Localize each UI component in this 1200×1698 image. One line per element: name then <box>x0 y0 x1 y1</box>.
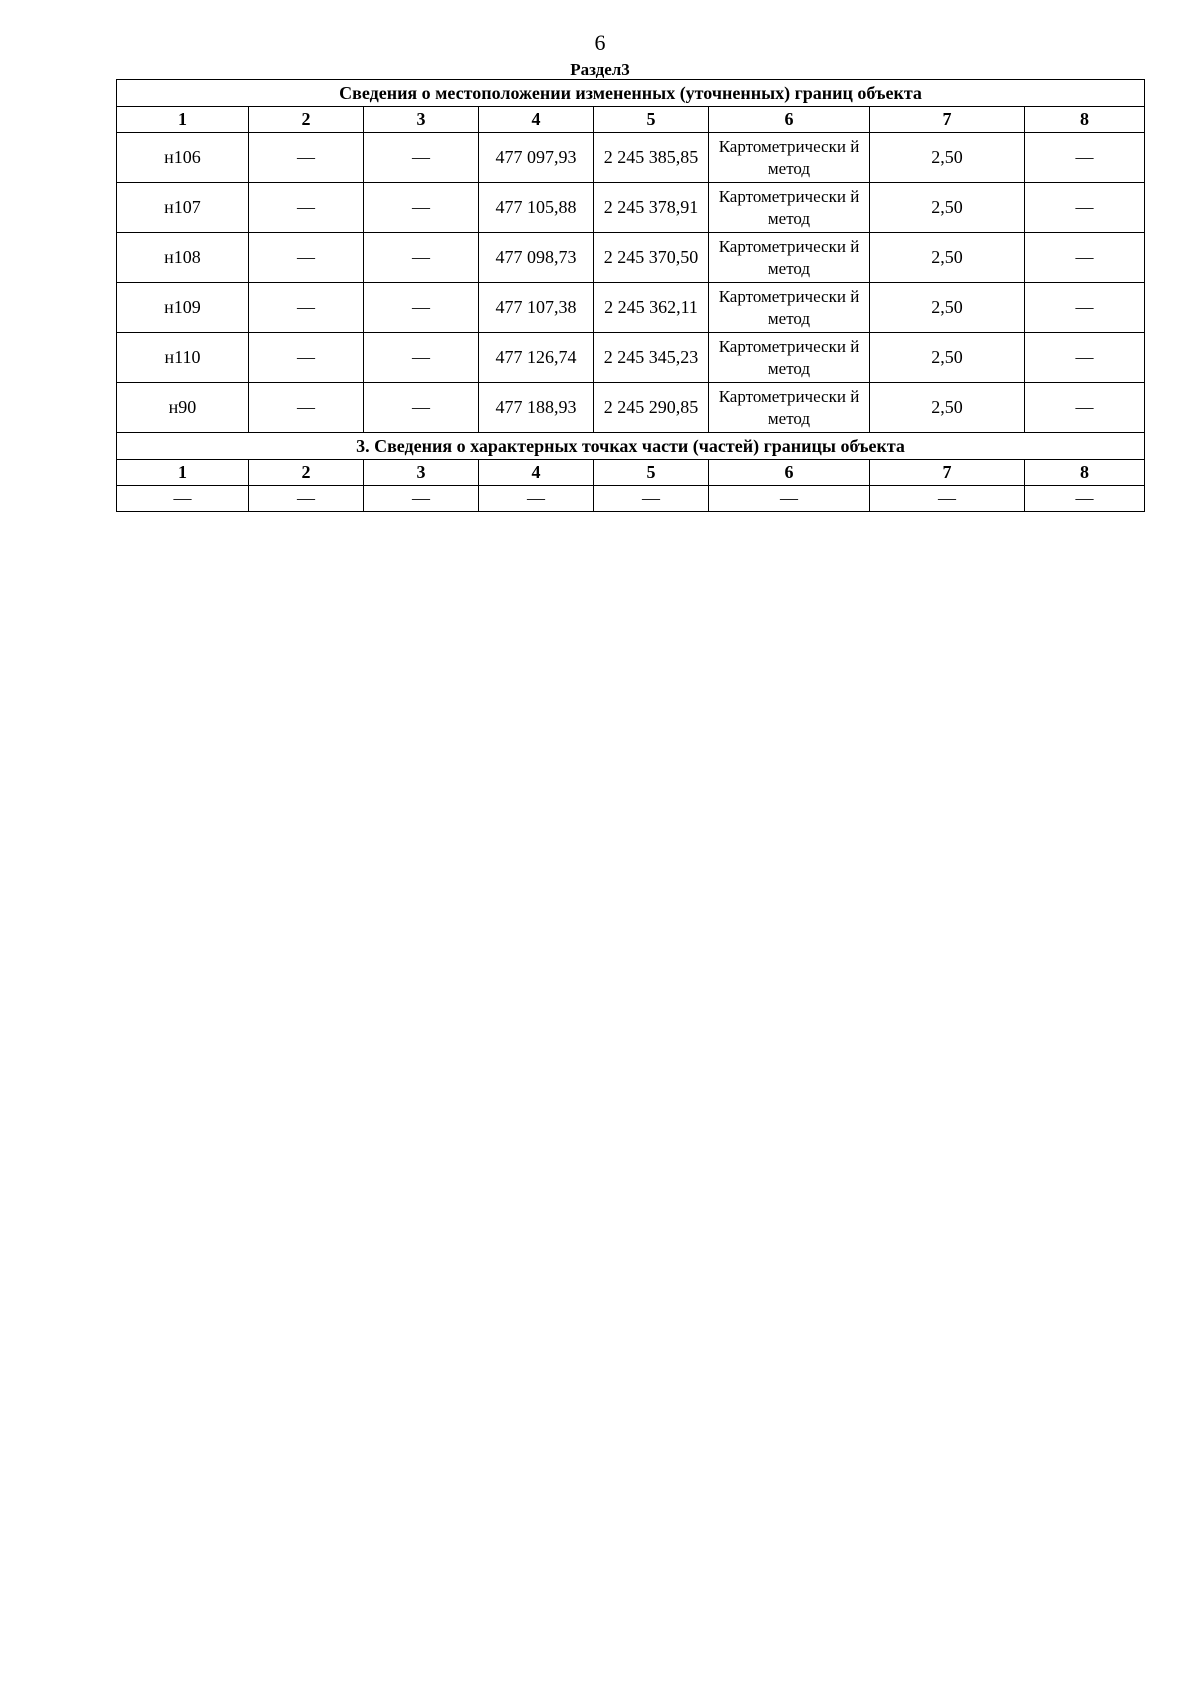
column-number: 7 <box>870 460 1025 486</box>
table-row <box>117 333 1145 383</box>
y-coordinate-cell: 2 245 290,85 <box>594 383 709 433</box>
point-name-cell: н107 <box>117 183 249 233</box>
column-number: 4 <box>479 107 594 133</box>
y-coordinate-cell: 2 245 378,91 <box>594 183 709 233</box>
x-coordinate-cell: 477 107,38 <box>479 283 594 333</box>
table-row <box>117 283 1145 333</box>
accuracy-cell: 2,50 <box>870 233 1025 283</box>
column-number: 1 <box>117 107 249 133</box>
x-coordinate-cell: 477 098,73 <box>479 233 594 283</box>
accuracy-cell: 2,50 <box>870 283 1025 333</box>
table-cell: — <box>1025 183 1145 233</box>
column-number: 4 <box>479 460 594 486</box>
table-cell: — <box>249 283 364 333</box>
table-cell: — <box>364 233 479 283</box>
x-coordinate-cell: 477 188,93 <box>479 383 594 433</box>
y-coordinate-cell: 2 245 370,50 <box>594 233 709 283</box>
table-cell: — <box>249 486 364 512</box>
table-cell: — <box>594 486 709 512</box>
table-cell: — <box>364 333 479 383</box>
parts-table-caption: 3. Сведения о характерных точках части (частей) границы объекта <box>117 433 1145 460</box>
table-cell: — <box>1025 283 1145 333</box>
table-cell: — <box>364 133 479 183</box>
point-name-cell: н106 <box>117 133 249 183</box>
table-cell: — <box>364 283 479 333</box>
point-name-cell: н90 <box>117 383 249 433</box>
table-cell: — <box>364 183 479 233</box>
point-name-cell: н110 <box>117 333 249 383</box>
table-cell: — <box>249 133 364 183</box>
y-coordinate-cell: 2 245 345,23 <box>594 333 709 383</box>
accuracy-cell: 2,50 <box>870 383 1025 433</box>
method-cell: Картометрически й метод <box>709 183 870 233</box>
accuracy-cell: 2,50 <box>870 183 1025 233</box>
table-cell: — <box>709 486 870 512</box>
boundary-table <box>116 79 1145 512</box>
page-number: 6 <box>594 30 606 55</box>
table-cell: — <box>249 383 364 433</box>
table-cell: — <box>1025 133 1145 183</box>
section-title: Раздел3 <box>570 60 630 79</box>
table-row <box>117 133 1145 183</box>
column-number: 3 <box>364 107 479 133</box>
column-number-row <box>117 107 1145 133</box>
column-number: 8 <box>1025 107 1145 133</box>
column-number: 1 <box>117 460 249 486</box>
table-cell: — <box>1025 383 1145 433</box>
column-number: 6 <box>709 460 870 486</box>
table-row <box>117 383 1145 433</box>
column-number: 5 <box>594 460 709 486</box>
table-cell: — <box>249 233 364 283</box>
parts-column-number-row <box>117 460 1145 486</box>
table-caption: Сведения о местоположении измененных (уточненных) границ объекта <box>117 80 1145 107</box>
column-number: 8 <box>1025 460 1145 486</box>
column-number: 5 <box>594 107 709 133</box>
x-coordinate-cell: 477 105,88 <box>479 183 594 233</box>
column-number: 7 <box>870 107 1025 133</box>
method-cell: Картометрически й метод <box>709 133 870 183</box>
column-number: 2 <box>249 107 364 133</box>
column-number: 6 <box>709 107 870 133</box>
table-cell: — <box>364 383 479 433</box>
table-cell: — <box>364 486 479 512</box>
table-row <box>117 486 1145 512</box>
method-cell: Картометрически й метод <box>709 333 870 383</box>
table-cell: — <box>1025 486 1145 512</box>
table-cell: — <box>870 486 1025 512</box>
column-number: 3 <box>364 460 479 486</box>
table-cell: — <box>249 183 364 233</box>
table-cell: — <box>479 486 594 512</box>
table-row <box>117 183 1145 233</box>
point-name-cell: н108 <box>117 233 249 283</box>
point-name-cell: н109 <box>117 283 249 333</box>
table-cell: — <box>117 486 249 512</box>
accuracy-cell: 2,50 <box>870 333 1025 383</box>
method-cell: Картометрически й метод <box>709 233 870 283</box>
method-cell: Картометрически й метод <box>709 283 870 333</box>
y-coordinate-cell: 2 245 385,85 <box>594 133 709 183</box>
y-coordinate-cell: 2 245 362,11 <box>594 283 709 333</box>
method-cell: Картометрически й метод <box>709 383 870 433</box>
accuracy-cell: 2,50 <box>870 133 1025 183</box>
column-number: 2 <box>249 460 364 486</box>
x-coordinate-cell: 477 126,74 <box>479 333 594 383</box>
table-cell: — <box>249 333 364 383</box>
table-cell: — <box>1025 333 1145 383</box>
table-cell: — <box>1025 233 1145 283</box>
x-coordinate-cell: 477 097,93 <box>479 133 594 183</box>
table-row <box>117 233 1145 283</box>
